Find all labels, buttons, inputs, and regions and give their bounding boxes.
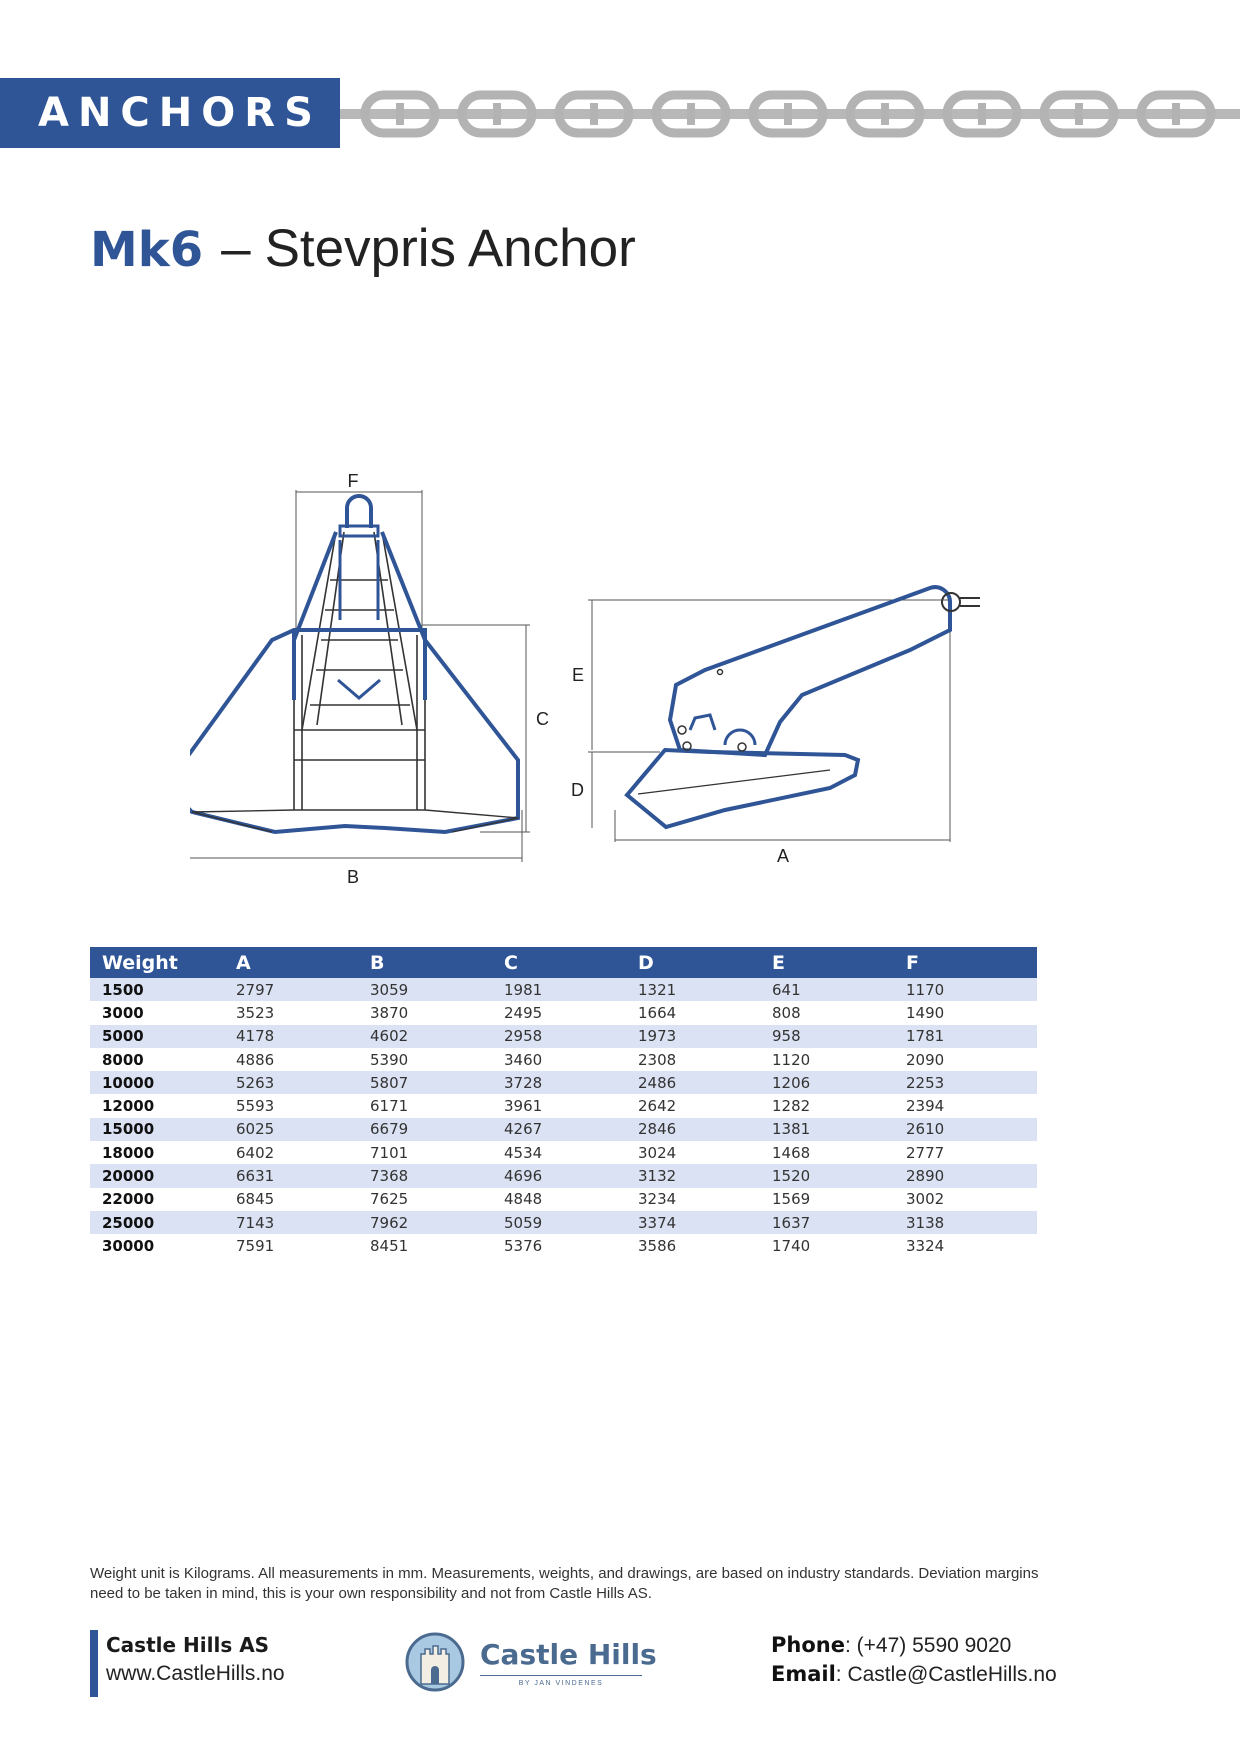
table-cell: 1120: [772, 1050, 811, 1069]
table-cell: 2777: [906, 1143, 945, 1162]
logo-tagline: BY JAN VINDENES: [518, 1680, 604, 1687]
table-cell: 5376: [504, 1236, 543, 1255]
table-cell: 4267: [492, 1118, 626, 1141]
table-cell: 2253: [894, 1071, 1037, 1094]
table-cell: 1500: [90, 978, 224, 1001]
table-row: [90, 1234, 1037, 1257]
table-cell: 1520: [760, 1164, 894, 1187]
table-cell: 4696: [492, 1164, 626, 1187]
page-title: [90, 218, 636, 279]
column-header: A: [224, 947, 358, 978]
disclaimer-line: need to be taken in mind, this is your own responsibility and not from Castle Hills AS.: [90, 1585, 652, 1602]
table-cell: 1973: [626, 1025, 760, 1048]
table-cell: 5390: [370, 1050, 409, 1069]
dim-label-d: D: [571, 780, 584, 800]
banner-title: ANCHORS: [38, 90, 322, 136]
table-cell: 12000: [102, 1097, 155, 1116]
table-cell: 7625: [370, 1190, 409, 1209]
table-cell: 3024: [638, 1143, 677, 1162]
table-row: [90, 1048, 1037, 1071]
table-row: [90, 1118, 1037, 1141]
table-row: [90, 1141, 1037, 1164]
phone-number[interactable]: : (+47) 5590 9020: [844, 1634, 1012, 1657]
table-cell: 3374: [626, 1211, 760, 1234]
table-cell: 5059: [492, 1211, 626, 1234]
table-cell: 1381: [760, 1118, 894, 1141]
table-cell: 3138: [894, 1211, 1037, 1234]
email-label: Email: [771, 1662, 836, 1686]
dim-label-e: E: [572, 665, 585, 685]
table-cell: 2890: [894, 1164, 1037, 1187]
table-cell: 3870: [370, 1003, 409, 1022]
chain-links-graphic: [340, 90, 1240, 138]
table-header-row: [90, 947, 1037, 978]
logo-wordmark: Castle Hills: [480, 1638, 657, 1671]
table-cell: 1664: [638, 1003, 677, 1022]
table-cell: 6631: [224, 1164, 358, 1187]
title-separator: –: [221, 219, 251, 278]
table-cell: 2486: [626, 1071, 760, 1094]
table-cell: 4602: [358, 1025, 492, 1048]
table-cell: 3059: [358, 978, 492, 1001]
table-cell: 808: [772, 1003, 801, 1022]
table-cell: 2642: [638, 1097, 677, 1116]
anchor-drawing: [190, 470, 1010, 890]
table-cell: 5263: [224, 1071, 358, 1094]
table-cell: 1981: [492, 978, 626, 1001]
table-cell: 6402: [236, 1143, 275, 1162]
table-cell: 3002: [906, 1190, 945, 1209]
table-cell: 958: [760, 1025, 894, 1048]
table-cell: 7962: [358, 1211, 492, 1234]
table-cell: 18000: [102, 1143, 155, 1162]
table-cell: 1781: [894, 1025, 1037, 1048]
table-cell: 4848: [504, 1190, 543, 1209]
table-cell: 1569: [772, 1190, 811, 1209]
table-row: [90, 1164, 1037, 1187]
table-cell: 6679: [358, 1118, 492, 1141]
table-cell: 1740: [772, 1236, 811, 1255]
table-cell: 4178: [224, 1025, 358, 1048]
table-cell: 25000: [90, 1211, 224, 1234]
table-row: [90, 1001, 1037, 1024]
table-cell: 6845: [236, 1190, 275, 1209]
table-cell: 1637: [760, 1211, 894, 1234]
model-name: Mk6: [90, 222, 204, 278]
logo-divider: [480, 1675, 642, 1676]
table-cell: 3000: [102, 1003, 144, 1022]
table-cell: 2958: [492, 1025, 626, 1048]
table-cell: 5807: [358, 1071, 492, 1094]
column-header: F: [894, 947, 1037, 978]
phone-label: Phone: [771, 1633, 845, 1657]
table-cell: 641: [760, 978, 894, 1001]
castle-tower-logo: [405, 1632, 465, 1692]
table-cell: 3132: [626, 1164, 760, 1187]
table-cell: 3324: [906, 1236, 945, 1255]
table-row: [90, 978, 1037, 1001]
disclaimer: [90, 1564, 1090, 1604]
column-header: Weight: [90, 947, 224, 978]
dim-label-c: C: [536, 709, 549, 729]
table-cell: 30000: [102, 1236, 155, 1255]
table-cell: 5000: [90, 1025, 224, 1048]
table-cell: 10000: [90, 1071, 224, 1094]
anchor-spec-table: [90, 947, 1037, 1258]
table-row: [90, 1094, 1037, 1117]
table-row: [90, 1025, 1037, 1048]
column-header: E: [760, 947, 894, 978]
table-row: [90, 1188, 1037, 1211]
table-cell: 1468: [772, 1143, 811, 1162]
table-cell: 1282: [772, 1097, 811, 1116]
table-cell: 7368: [358, 1164, 492, 1187]
table-cell: 3586: [638, 1236, 677, 1255]
table-cell: 15000: [90, 1118, 224, 1141]
table-cell: 3460: [504, 1050, 543, 1069]
table-row: [90, 1211, 1037, 1234]
table-cell: 1490: [906, 1003, 945, 1022]
table-cell: 2495: [504, 1003, 543, 1022]
email-contact: [771, 1662, 1057, 1687]
table-cell: 22000: [102, 1190, 155, 1209]
table-cell: 4886: [236, 1050, 275, 1069]
column-header: B: [358, 947, 492, 978]
table-cell: 2846: [626, 1118, 760, 1141]
table-cell: 2610: [894, 1118, 1037, 1141]
table-cell: 3234: [638, 1190, 677, 1209]
table-cell: 2308: [638, 1050, 677, 1069]
footer-accent-bar: [90, 1630, 98, 1697]
table-cell: 3961: [504, 1097, 543, 1116]
table-cell: 7143: [224, 1211, 358, 1234]
product-name: Stevpris Anchor: [264, 219, 636, 278]
disclaimer-line: Weight unit is Kilograms. All measurements in mm. Measurements, weights, and drawings, are based on industry standards. Deviation margins: [90, 1565, 1039, 1582]
dim-label-f: F: [347, 471, 359, 491]
table-row: [90, 1071, 1037, 1094]
table-cell: 4534: [504, 1143, 543, 1162]
table-cell: 8451: [370, 1236, 409, 1255]
table-cell: 2090: [906, 1050, 945, 1069]
company-name: Castle Hills AS: [106, 1633, 270, 1657]
email-address[interactable]: : Castle@CastleHills.no: [835, 1663, 1057, 1686]
side-view: [588, 587, 980, 842]
table-cell: 1170: [894, 978, 1037, 1001]
website-link[interactable]: www.CastleHills.no: [106, 1662, 285, 1685]
table-cell: 8000: [102, 1050, 144, 1069]
table-cell: 1321: [626, 978, 760, 1001]
table-cell: 7591: [236, 1236, 275, 1255]
table-cell: 2394: [906, 1097, 945, 1116]
table-cell: 7101: [370, 1143, 409, 1162]
table-cell: 1206: [760, 1071, 894, 1094]
table-cell: 5593: [236, 1097, 275, 1116]
dim-label-a: A: [776, 846, 790, 866]
table-cell: 6171: [370, 1097, 409, 1116]
column-header: D: [626, 947, 760, 978]
section-banner: [0, 78, 340, 148]
table-cell: 2797: [224, 978, 358, 1001]
phone-contact: [771, 1633, 1011, 1658]
column-header: C: [492, 947, 626, 978]
table-cell: 3728: [492, 1071, 626, 1094]
front-view: [190, 490, 530, 862]
table-cell: 3523: [236, 1003, 275, 1022]
table-cell: 6025: [224, 1118, 358, 1141]
table-cell: 20000: [90, 1164, 224, 1187]
dim-label-b: B: [346, 867, 360, 887]
